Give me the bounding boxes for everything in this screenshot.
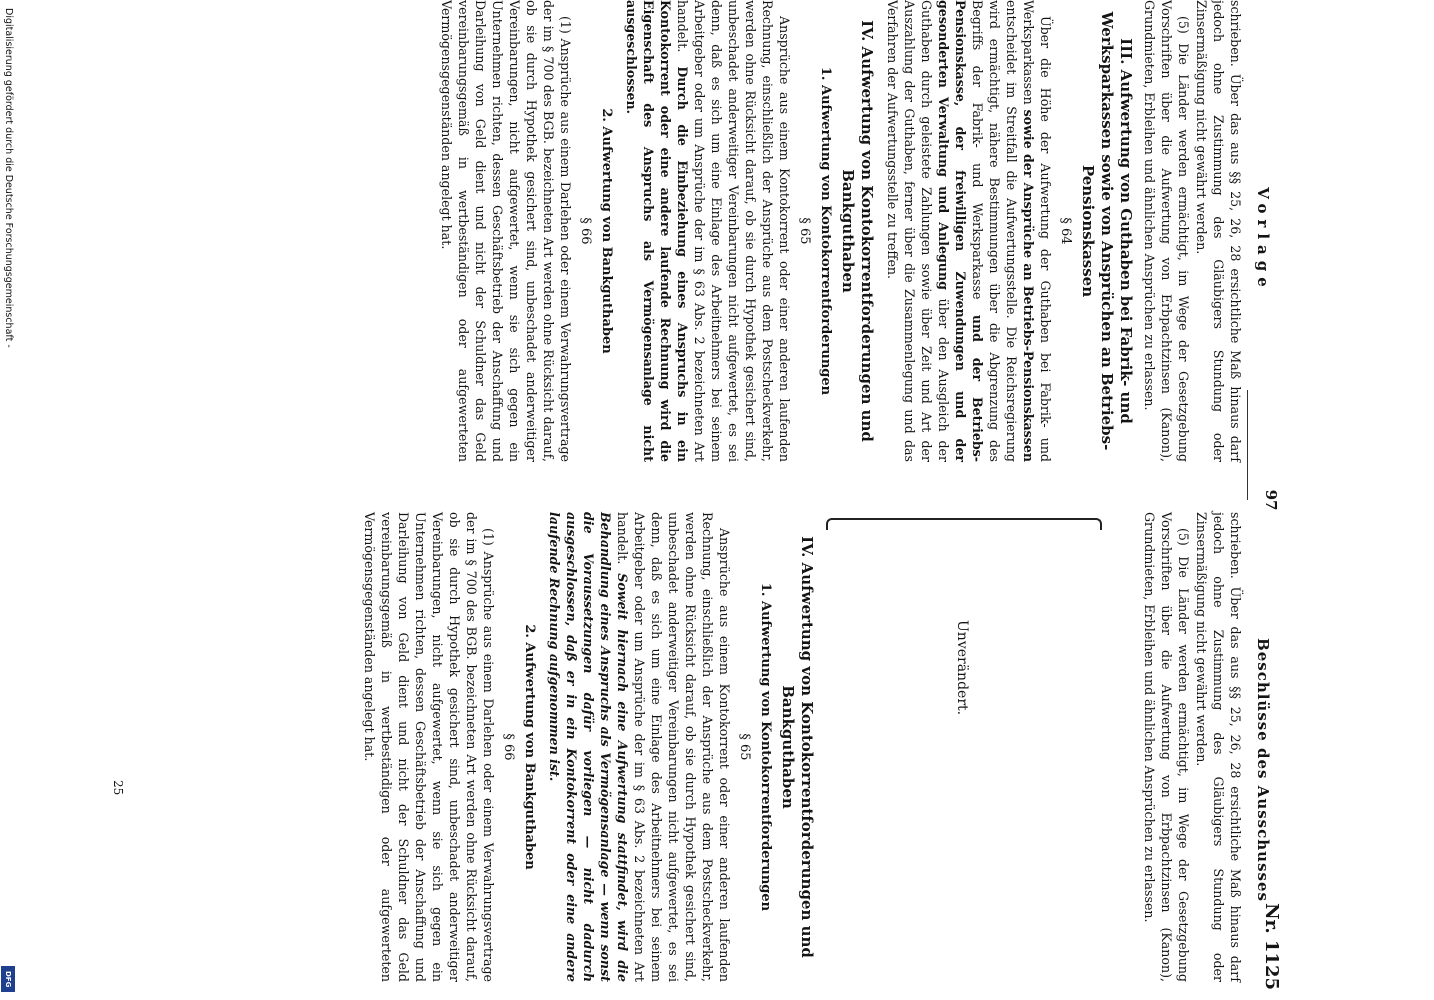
- left-heading-iv: IV. Aufwertung von Kontokorrentforderungen und Bankguthaben: [839, 20, 876, 442]
- left-section-65: § 65: [797, 217, 812, 245]
- right-subheading-1: 1. Aufwertung von Kontokorrentforderungen: [758, 582, 773, 912]
- left-paragraph-2: (5) Die Länder werden ermächtigt, im Wege der Gesetzgebung Vorschriften über die Aufwertung von Erbpachtzinsen (Kanon), Grundmieten, Erbleihen und ähnlichen Ansprüchen zu erlassen.: [1142, 0, 1191, 462]
- right-paragraph-2: (5) Die Länder werden ermächtigt, im Wege der Gesetzgebung Vorschriften über die Aufwertung von Erbpachtzinsen (Kanon), Grundmieten, Erbleihen und ähnlichen Ansprüchen zu erlassen.: [1142, 512, 1191, 982]
- left-section-66: § 66: [578, 217, 593, 245]
- left-subheading-1: 1. Aufwertung von Kontokorrentforderungen: [818, 66, 833, 396]
- footer-mark: 25: [111, 780, 125, 796]
- left-paragraph-66: (1) Ansprüche aus einem Darlehen oder einem Verwahrungsvertrage der im § 700 des BGB. bezeichneten Art werden ohne Rücksicht darauf, ob sie durch Hypothek gesichert sind, unbeschadet anderweitiger Vereinbarungen, nicht aufgewertet, wenn sie sich gegen ein Unternehmen richten, dessen Geschäftsbetrieb der Anschaffung und Darleihung von Geld dient und nicht der Schuldner das Geld vereinbarungsgemäß in wertbeständigen oder aufgewerteten Vermögensgegenständen angelegt hat.: [439, 0, 573, 462]
- left-column: [437, 0, 1244, 462]
- document-number: Nr. 1125: [1261, 903, 1282, 990]
- left-p64-part-e: über den Ausgleich der Guthaben durch geleistete Zahlungen sowie über Zeit und Art der Auszahlung der Guthaben, ferner über die Zusammenlegung und das Verfahren der Aufwertungsstelle zu treffen.: [885, 0, 951, 462]
- digitization-credit: Digitalisierung gefördert durch die Deutsche Forschungsgemeinschaft -: [3, 8, 14, 348]
- left-p65-text: Ansprüche aus einem Kontokorrent oder einer anderen laufenden Rechnung, einschließlich der Ansprüche aus dem Postscheckverkehr, werden ohne Rücksicht darauf, ob sie durch Hypothek gesichert sind, unbeschadet anderweitiger Vereinbarungen nicht aufgewertet, es sei denn, daß es sich um eine Einlage des Arbeitnehmers bei seinem Arbeitgeber oder um Ansprüche der im § 63 Abs. 2 bezeichneten Art handelt.: [675, 0, 792, 462]
- left-heading-iii: III. Aufwertung von Guthaben bei Fabrik- und Werksparkassen sowie von Ansprüchen an Betriebs-Pensionskassen: [1079, 11, 1135, 451]
- digitization-credit-strip: [0, 0, 16, 1000]
- left-paragraph-65: [623, 0, 793, 462]
- right-column-header: Beschlüsse des Ausschusses: [1254, 638, 1272, 902]
- unchanged-brace: [826, 518, 1102, 530]
- dfg-logo: DFG: [1, 966, 15, 992]
- right-p65-emphasis: Soweit hiernach eine Aufwertung stattfindet, wird die Behandlung eines Anspruchs als Vermögensanlage — wenn sonst die Voraussetzungen dafür vorliegen — nicht dadurch ausgeschlossen, daß er in ein Kontokorrent oder eine andere laufende Rechnung aufgenommen ist.: [547, 512, 630, 982]
- right-section-65: § 65: [737, 733, 752, 761]
- left-p64-part-b: sowie der Ansprüche an Betriebs-Pensionskassen: [1021, 109, 1036, 462]
- page-number: 97: [1262, 489, 1280, 511]
- left-subheading-2: 2. Aufwertung von Bankguthaben: [599, 108, 614, 354]
- unchanged-note: Unverändert.: [954, 620, 970, 716]
- right-heading-iv: IV. Aufwertung von Kontokorrentforderungen und Bankguthaben: [779, 536, 816, 958]
- header-rule: [1247, 390, 1248, 500]
- right-column-lower: [360, 512, 822, 982]
- right-subheading-2: 2. Aufwertung von Bankguthaben: [522, 624, 537, 870]
- right-paragraph-65: [546, 512, 733, 982]
- left-p64-part-d: und der Betriebs-Pensionskasse, der freiwilligen Zuwendungen und der gesonderten Verwaltung und Anlegung: [936, 0, 985, 462]
- left-paragraph-64: [884, 0, 1054, 462]
- right-column: [1140, 512, 1244, 982]
- left-section-64: § 64: [1058, 217, 1073, 245]
- right-paragraph-1: schrieben. Über das aus §§ 25, 26, 28 ersichtliche Maß hinaus darf jedoch ohne Zustimmung des Gläubigers Stundung oder Zinsermäßigung nicht gewährt werden.: [1194, 512, 1243, 982]
- right-p65-text: Ansprüche aus einem Kontokorrent oder einer anderen laufenden Rechnung, einschließlich der Ansprüche aus dem Postscheckverkehr, werden ohne Rücksicht darauf, ob sie durch Hypothek gesichert sind, unbeschadet anderweitiger Vereinbarungen nicht aufgewertet, es sei denn, daß es sich um eine Einlage des Arbeitnehmers bei seinem Arbeitgeber oder um Ansprüche der im § 63 Abs. 2 bezeichneten Art handelt.: [615, 512, 732, 982]
- right-section-66: § 66: [501, 733, 516, 761]
- left-p65-emphasis: Durch die Einbeziehung eines Anspruchs in ein Kontokorrent oder eine andere laufende Rechnung wird die Eigenschaft des Anspruchs als Vermögensanlage nicht ausgeschlossen.: [624, 0, 690, 462]
- left-paragraph-1: schrieben. Über das aus §§ 25, 26, 28 ersichtliche Maß hinaus darf jedoch ohne Zustimmung des Gläubigers Stundung oder Zinsermäßigung nicht gewährt werden.: [1194, 0, 1243, 462]
- left-p64-part-c: entscheidet im Streitfall die Aufwertungsstelle. Die Reichsregierung wird ermächtigt, nähere Bestimmungen über die Abgrenzung des Begriffs der Fabrik- und Werksparkasse: [970, 0, 1019, 462]
- right-paragraph-66: (1) Ansprüche aus einem Darlehen oder einem Verwahrungsvertrage der im § 700 des BGB. bezeichneten Art werden ohne Rücksicht darauf, ob sie durch Hypothek gesichert sind, unbeschadet anderweitiger Vereinbarungen, nicht aufgewertet, wenn sie sich gegen ein Unternehmen richten, dessen Geschäftsbetrieb der Anschaffung und Darleihung von Geld dient und nicht der Schuldner das Geld vereinbarungsgemäß in wertbeständigen oder aufgewerteten Vermögensgegenständen angelegt hat.: [362, 512, 496, 982]
- left-p64-part-a: Über die Höhe der Aufwertung der Guthaben bei Fabrik- und Werksparkassen: [1021, 0, 1053, 462]
- left-column-header: Vorlage: [1254, 187, 1272, 293]
- scanned-page: [50, 0, 1340, 1000]
